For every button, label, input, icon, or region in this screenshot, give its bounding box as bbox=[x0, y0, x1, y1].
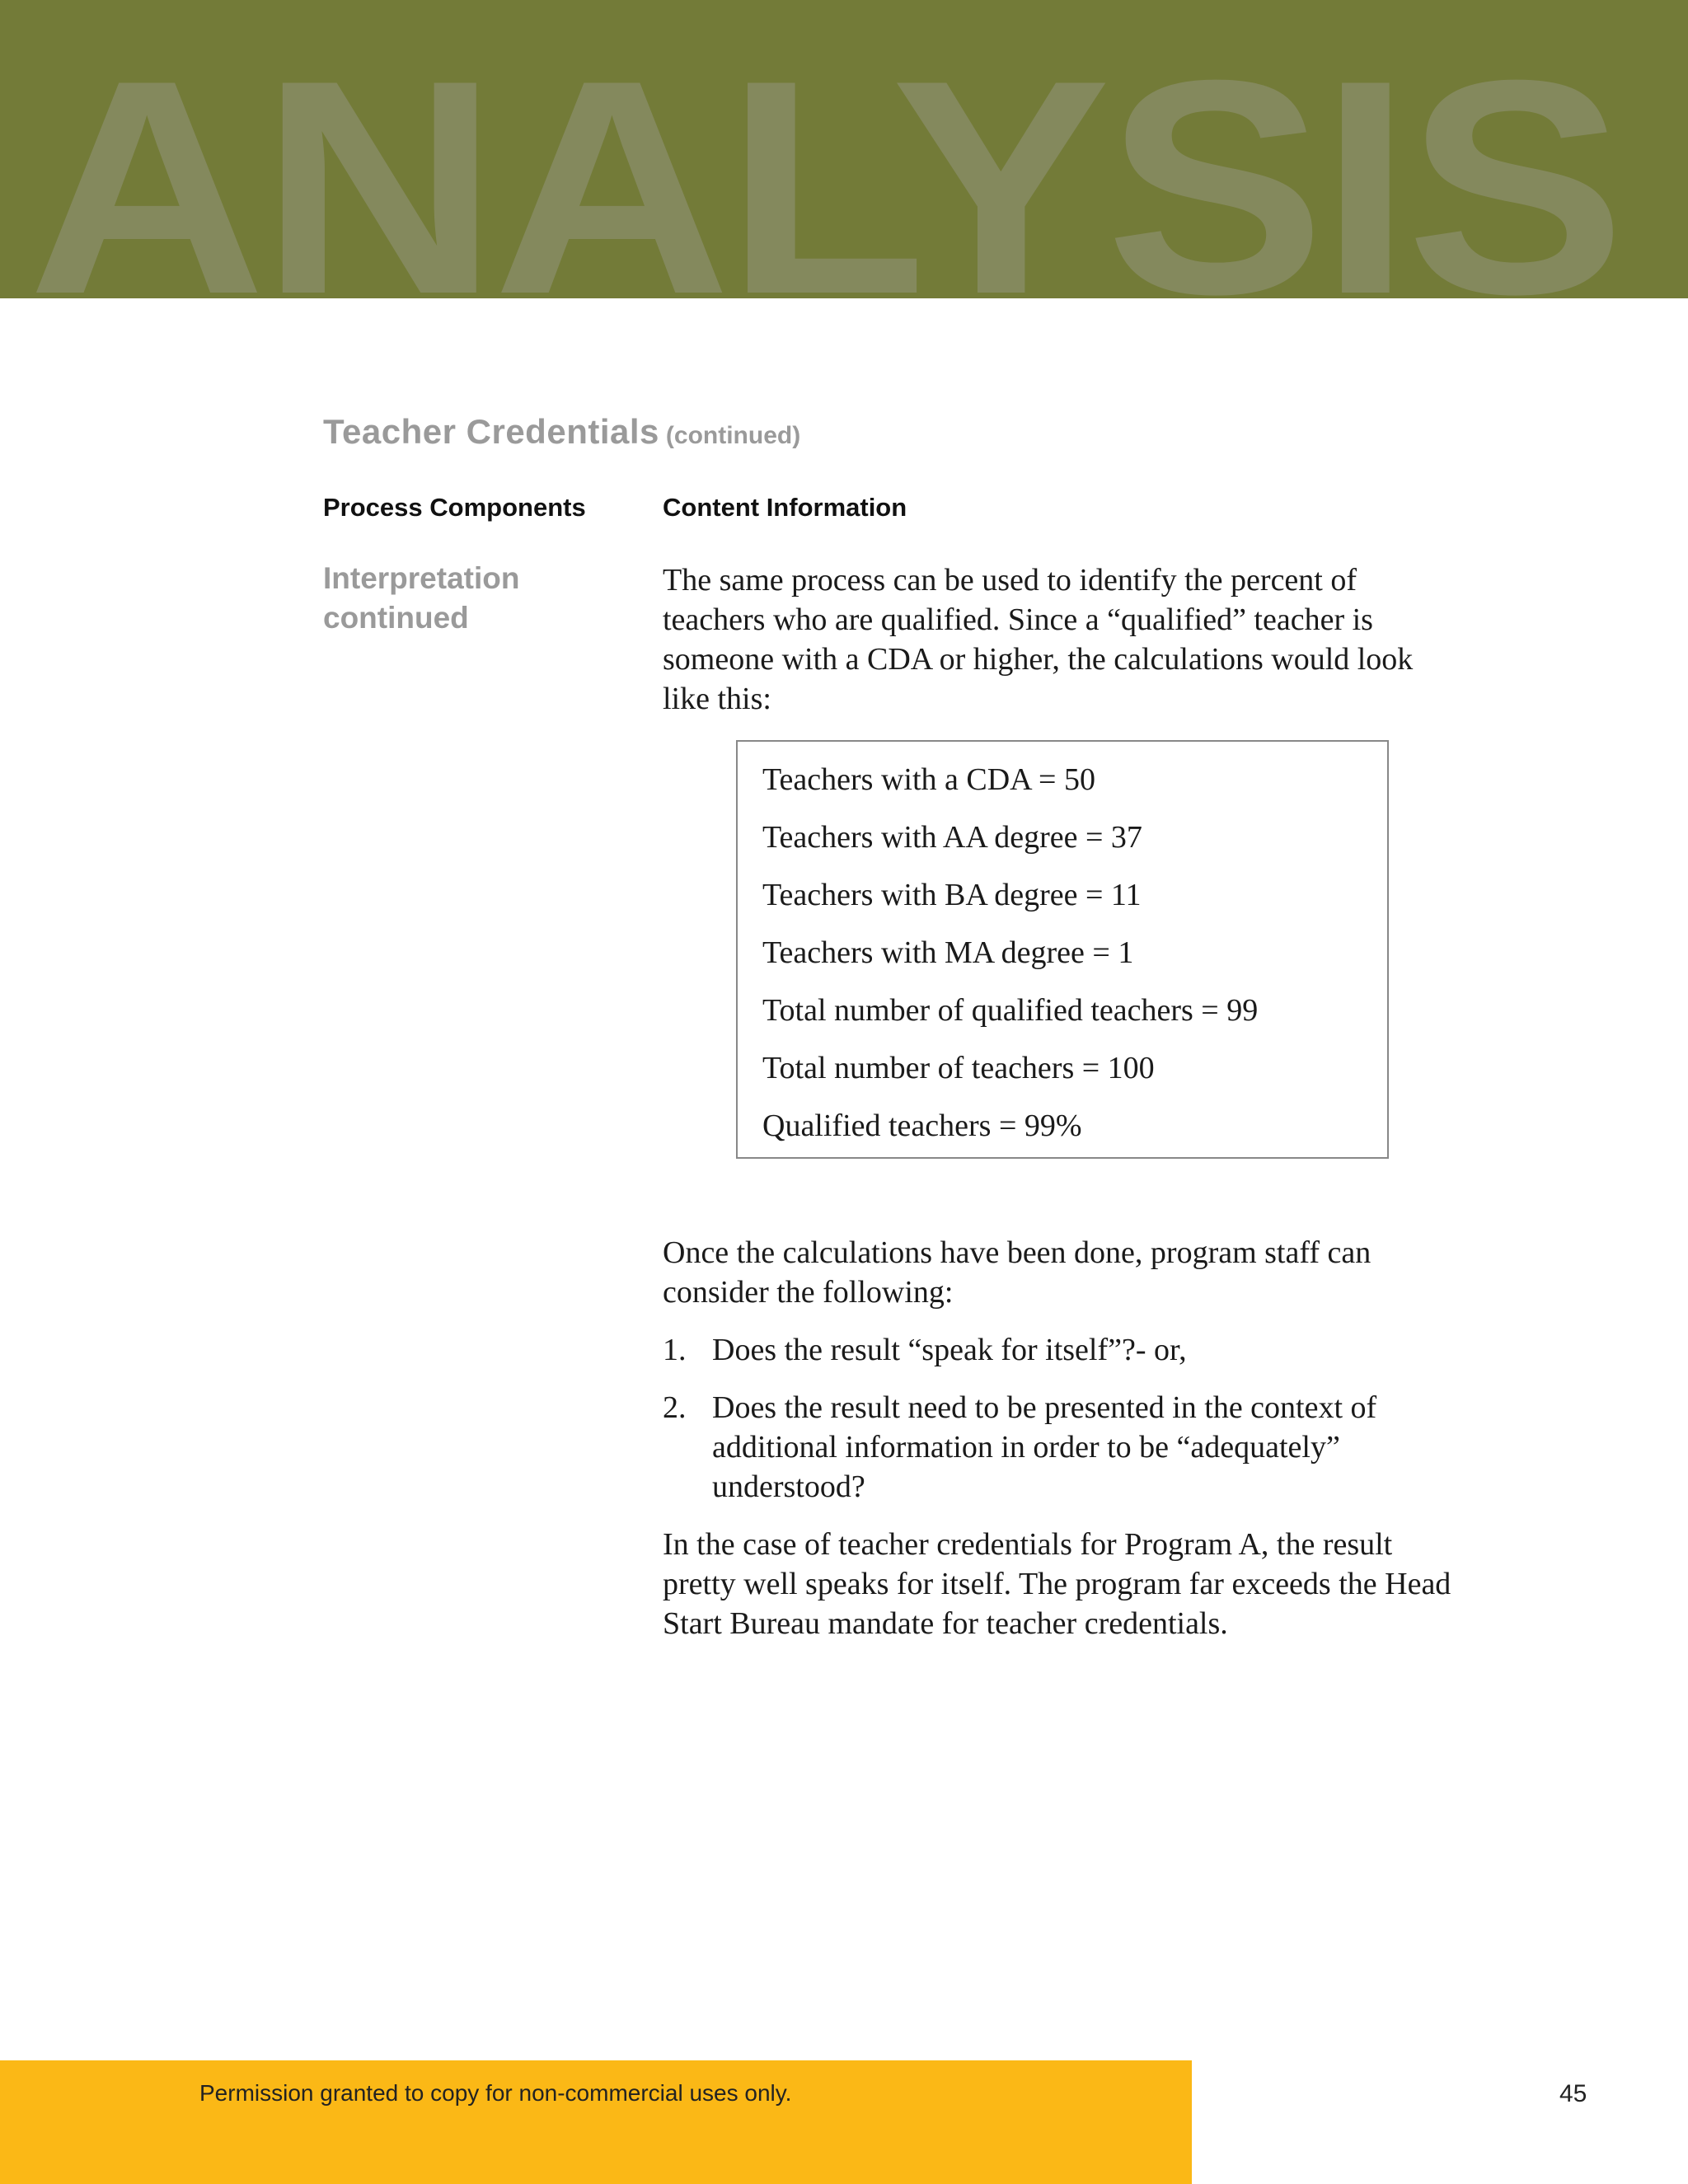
list-item-number: 1. bbox=[663, 1333, 687, 1367]
intro-paragraph: The same process can be used to identify the percent of teachers who are qualified. Since a “qualified” teacher is someone with a CDA or higher, the calculations would look like this: bbox=[663, 563, 1414, 716]
process-component-line-2: continued bbox=[323, 601, 469, 635]
calc-line-qualified-percent: Qualified teachers = 99% bbox=[762, 1108, 1082, 1143]
column-header-content-information: Content Information bbox=[663, 493, 907, 522]
page-number: 45 bbox=[1559, 2080, 1587, 2107]
calc-line-aa: Teachers with AA degree = 37 bbox=[762, 820, 1142, 855]
consider-paragraph: Once the calculations have been done, program staff can consider the following: bbox=[663, 1235, 1372, 1310]
calc-line-cda: Teachers with a CDA = 50 bbox=[762, 762, 1095, 797]
process-component-label bbox=[323, 559, 636, 638]
calculation-box bbox=[736, 740, 1389, 1159]
section-title-suffix: (continued) bbox=[665, 422, 801, 449]
section-title-main: Teacher Credentials bbox=[323, 412, 659, 451]
list-item-number: 2. bbox=[663, 1390, 687, 1425]
footer-permission-text: Permission granted to copy for non-commercial uses only. bbox=[199, 2080, 792, 2106]
list-item-text: Does the result “speak for itself”?- or, bbox=[712, 1333, 1187, 1367]
column-header-process-components: Process Components bbox=[323, 493, 586, 522]
banner-watermark-word: ANALYSIS bbox=[28, 17, 1620, 298]
conclusion-paragraph: In the case of teacher credentials for Program A, the result pretty well speaks for itself. The program far exceeds the Head Start Bureau mandate for teacher credentials. bbox=[663, 1527, 1451, 1641]
calc-line-ba: Teachers with BA degree = 11 bbox=[762, 878, 1142, 912]
calc-line-total-teachers: Total number of teachers = 100 bbox=[762, 1051, 1155, 1085]
calc-line-total-qualified: Total number of qualified teachers = 99 bbox=[762, 993, 1259, 1028]
header-banner bbox=[0, 0, 1688, 298]
lower-content bbox=[663, 1233, 1470, 1661]
list-item bbox=[663, 1388, 1470, 1507]
footer-bar bbox=[0, 2060, 1192, 2184]
list-item-text: Does the result need to be presented in the context of additional information in order to be “adequately” understood? bbox=[712, 1390, 1377, 1504]
section-title bbox=[323, 412, 800, 452]
calc-line-ma: Teachers with MA degree = 1 bbox=[762, 935, 1134, 970]
process-component-line-1: Interpretation bbox=[323, 561, 520, 595]
list-item bbox=[663, 1330, 1470, 1370]
